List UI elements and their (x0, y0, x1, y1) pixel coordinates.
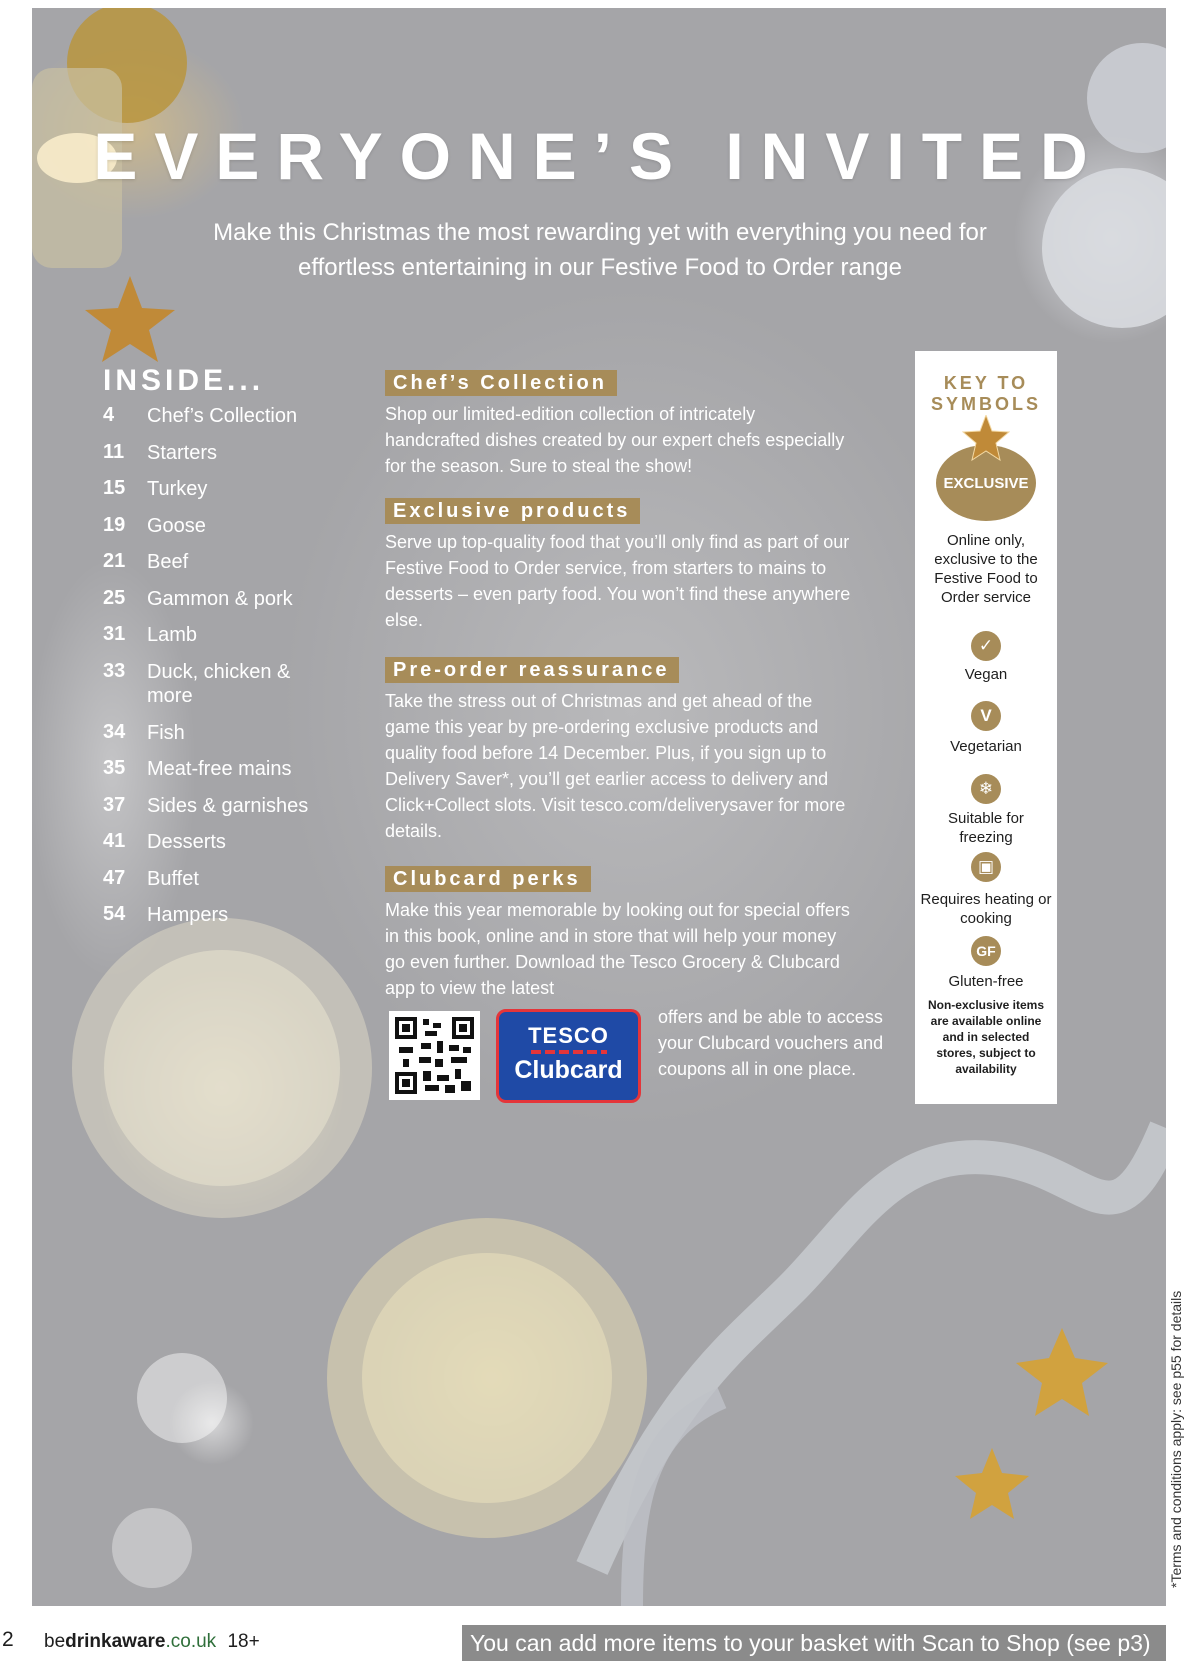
clubcard-logo (496, 1009, 641, 1103)
non-exclusive-note: Non-exclusive items are available online and in selected stores, subject to availability (927, 998, 1045, 1076)
contents-page-number: 34 (103, 720, 126, 743)
symbol-label: Requires heating or cooking (920, 891, 1052, 927)
age-restriction: 18+ (227, 1631, 260, 1652)
contents-label: Turkey (147, 478, 208, 500)
page-subhead: Make this Christmas the most rewarding yet with everything you need for effortless entertaining in our Festive Food to Order range (213, 219, 987, 281)
contents-item[interactable] (103, 441, 363, 478)
section-chefs-collection (385, 370, 855, 479)
contents-page-number: 19 (103, 513, 126, 536)
gold-star-bottom-right (1016, 1328, 1108, 1416)
section-clubcard-perks (385, 866, 855, 1001)
drinkaware-name: drinkaware (65, 1631, 166, 1652)
contents-label: Beef (147, 551, 189, 573)
contents-item[interactable] (103, 623, 363, 660)
contents-label: Buffet (147, 867, 199, 890)
contents-item[interactable] (103, 660, 363, 721)
exclusive-badge (936, 415, 1036, 523)
contents-item[interactable] (103, 477, 363, 514)
contents-label: Desserts (147, 831, 226, 853)
section-body: Serve up top-quality food that you’ll only find as part of our Festive Food to Order service, from starters to mains to desserts – even party food. You won’t find these anywhere else. (385, 532, 851, 630)
vegetarian-icon: V (971, 701, 1001, 731)
page-number: 2 (2, 1628, 14, 1651)
qr-code[interactable] (389, 1011, 480, 1100)
exclusive-badge-circle: EXCLUSIVE (936, 445, 1036, 521)
key-to-symbols-panel (915, 351, 1057, 1104)
star-icon (962, 415, 1010, 463)
contents-page-number: 37 (103, 793, 126, 816)
contents-label: Gammon & pork (147, 587, 293, 610)
contents-label: Lamb (147, 624, 198, 646)
contents-label: Chef’s Collection (147, 405, 298, 427)
symbol-label: Suitable for freezing (948, 810, 1024, 846)
contents-page-number: 35 (103, 757, 126, 779)
exclusive-description: Online only, exclusive to the Festive Food to Order service (934, 532, 1038, 606)
key-title: KEY TO SYMBOLS (930, 373, 1041, 414)
contents-page-number: 47 (103, 866, 126, 889)
section-body: Take the stress out of Christmas and get ahead of the game this year by pre-ordering exclusive products and quality food before 14 December. Plus, if you sign up to Delivery Saver*, you’ll get earlier access to delivery and Click+Collect slots. Visit tesco.com/deliverysaver for more details. (385, 691, 846, 841)
section-body: Shop our limited-edition collection of intricately handcrafted dishes created by our expert chefs especially for the season. Sure to steal the show! (385, 404, 845, 476)
symbol-label: Gluten-free (948, 973, 1024, 990)
drinkaware-be: be (44, 1631, 66, 1652)
contents-item[interactable] (103, 404, 363, 441)
vegan-icon: ✓ (971, 631, 1001, 661)
section-heading: Exclusive products (385, 498, 640, 524)
tesco-stripes-icon (531, 1050, 607, 1054)
contents-item[interactable] (103, 514, 363, 551)
contents-item[interactable] (103, 867, 363, 904)
contents-page-number: 21 (103, 550, 126, 572)
contents-page-number: 11 (103, 440, 125, 463)
contents-page-number: 54 (103, 903, 126, 925)
section-heading: Clubcard perks (385, 866, 591, 892)
contents-page-number: 31 (103, 623, 126, 645)
scan-to-shop-banner: You can add more items to your basket with Scan to Shop (see p3) (462, 1625, 1166, 1661)
section-heading: Chef’s Collection (385, 370, 617, 396)
section-heading: Pre-order reassurance (385, 657, 679, 683)
contents-page-number: 33 (103, 659, 126, 682)
page-headline: EVERYONE’S INVITED (93, 119, 1105, 193)
contents-page-number: 25 (103, 586, 126, 609)
clubcard-text: Clubcard (514, 1056, 623, 1084)
contents-item[interactable] (103, 830, 363, 867)
clubcard-perks-tail: offers and be able to access your Clubcard vouchers and coupons all in one place. (658, 1007, 884, 1079)
contents-page-number: 41 (103, 830, 126, 852)
contents-title: INSIDE... (103, 364, 265, 397)
clubcard-tesco-text: TESCO (528, 1023, 609, 1048)
contents-page-number: 15 (103, 477, 126, 499)
symbol-label: Vegetarian (950, 738, 1022, 755)
snowflake-icon: ❄ (971, 774, 1001, 804)
contents-list (103, 404, 363, 940)
symbol-label: Vegan (964, 666, 1008, 683)
contents-item[interactable] (103, 794, 363, 831)
contents-page-number: 4 (103, 404, 115, 426)
oven-icon: ▣ (971, 852, 1001, 882)
contents-label: Goose (147, 514, 206, 537)
qr-code-icon (395, 1017, 474, 1094)
contents-label: Sides & garnishes (147, 794, 309, 817)
gold-star-top (85, 276, 175, 362)
contents-label: Meat-free mains (147, 758, 292, 780)
contents-label: Starters (147, 441, 218, 464)
terms-note: *Terms and conditions apply: see p55 for details (1168, 1290, 1184, 1588)
section-pre-order (385, 657, 855, 844)
contents-item[interactable] (103, 721, 363, 758)
contents-item[interactable] (103, 587, 363, 624)
contents-label: Fish (147, 721, 185, 744)
contents-item[interactable] (103, 757, 363, 794)
contents-label: Duck, chicken & more (147, 660, 291, 707)
silver-ribbon (592, 1128, 1166, 1568)
contents-item[interactable] (103, 903, 363, 940)
gold-star-bottom (955, 1448, 1029, 1519)
contents-item[interactable] (103, 550, 363, 587)
section-body: Make this year memorable by looking out for special offers in this book, online and in store that will help your money go even further. Download the Tesco Grocery & Clubcard app to view the latest (385, 900, 850, 998)
section-exclusive-products (385, 498, 855, 633)
drinkaware-logo[interactable] (44, 1631, 260, 1653)
drinkaware-tld: .co.uk (165, 1631, 217, 1652)
contents-label: Hampers (147, 904, 229, 926)
gluten-free-icon: GF (971, 936, 1001, 966)
